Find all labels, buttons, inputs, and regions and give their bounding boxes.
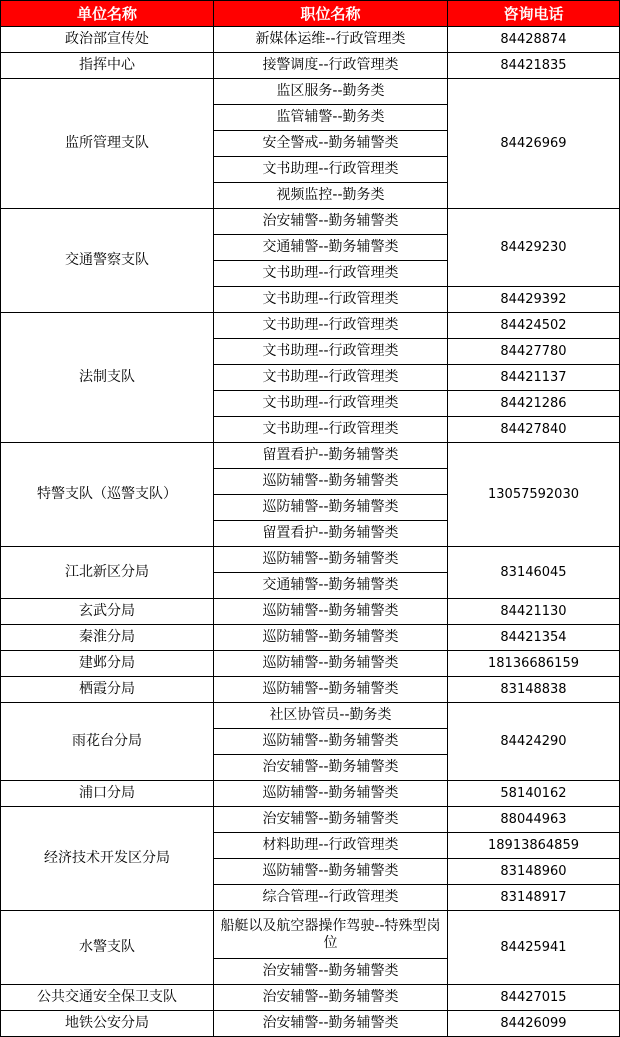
unit-cell: 公共交通安全保卫支队 [1, 985, 214, 1011]
position-cell: 文书助理--行政管理类 [214, 287, 448, 313]
position-cell: 综合管理--行政管理类 [214, 885, 448, 911]
phone-cell: 84421354 [448, 625, 620, 651]
position-cell: 巡防辅警--勤务辅警类 [214, 781, 448, 807]
position-cell: 视频监控--勤务类 [214, 183, 448, 209]
table-row [1, 209, 620, 235]
header-phone: 咨询电话 [448, 1, 620, 27]
unit-cell: 特警支队（巡警支队） [1, 443, 214, 547]
position-cell: 监管辅警--勤务类 [214, 105, 448, 131]
phone-cell: 18913864859 [448, 833, 620, 859]
phone-cell: 84429230 [448, 209, 620, 287]
position-cell: 巡防辅警--勤务辅警类 [214, 469, 448, 495]
unit-cell: 江北新区分局 [1, 547, 214, 599]
position-cell: 安全警戒--勤务辅警类 [214, 131, 448, 157]
table-row [1, 547, 620, 573]
table-row [1, 651, 620, 677]
table-row [1, 703, 620, 729]
unit-cell: 玄武分局 [1, 599, 214, 625]
unit-cell: 政治部宣传处 [1, 27, 214, 53]
position-cell: 文书助理--行政管理类 [214, 261, 448, 287]
position-cell: 文书助理--行政管理类 [214, 313, 448, 339]
unit-cell: 法制支队 [1, 313, 214, 443]
position-cell: 巡防辅警--勤务辅警类 [214, 547, 448, 573]
position-cell: 治安辅警--勤务辅警类 [214, 807, 448, 833]
position-cell: 交通辅警--勤务辅警类 [214, 235, 448, 261]
phone-cell: 58140162 [448, 781, 620, 807]
position-cell: 交通辅警--勤务辅警类 [214, 573, 448, 599]
phone-cell: 84421137 [448, 365, 620, 391]
phone-cell: 83148838 [448, 677, 620, 703]
table-row [1, 781, 620, 807]
unit-cell: 地铁公安分局 [1, 1011, 214, 1037]
unit-cell: 浦口分局 [1, 781, 214, 807]
phone-cell: 84425941 [448, 911, 620, 985]
position-cell: 治安辅警--勤务辅警类 [214, 1011, 448, 1037]
position-cell: 材料助理--行政管理类 [214, 833, 448, 859]
phone-cell: 88044963 [448, 807, 620, 833]
position-cell: 留置看护--勤务辅警类 [214, 521, 448, 547]
phone-cell: 84424290 [448, 703, 620, 781]
table-row [1, 911, 620, 959]
phone-cell: 84427780 [448, 339, 620, 365]
position-cell: 巡防辅警--勤务辅警类 [214, 599, 448, 625]
phone-cell: 83148917 [448, 885, 620, 911]
position-cell: 文书助理--行政管理类 [214, 365, 448, 391]
phone-cell: 84426969 [448, 79, 620, 209]
table-row [1, 807, 620, 833]
phone-cell: 84426099 [448, 1011, 620, 1037]
position-cell: 文书助理--行政管理类 [214, 417, 448, 443]
phone-cell: 84424502 [448, 313, 620, 339]
unit-cell: 水警支队 [1, 911, 214, 985]
table-row [1, 27, 620, 53]
phone-cell: 84421130 [448, 599, 620, 625]
phone-cell: 18136686159 [448, 651, 620, 677]
table-header-row [1, 1, 620, 27]
unit-cell: 栖霞分局 [1, 677, 214, 703]
phone-cell: 84421835 [448, 53, 620, 79]
phone-cell: 13057592030 [448, 443, 620, 547]
position-cell: 文书助理--行政管理类 [214, 339, 448, 365]
position-cell: 治安辅警--勤务辅警类 [214, 755, 448, 781]
position-cell: 新媒体运维--行政管理类 [214, 27, 448, 53]
table-row [1, 53, 620, 79]
position-cell: 接警调度--行政管理类 [214, 53, 448, 79]
position-cell: 治安辅警--勤务辅警类 [214, 959, 448, 985]
position-cell: 船艇以及航空器操作驾驶--特殊型岗位 [214, 911, 448, 959]
position-cell: 巡防辅警--勤务辅警类 [214, 495, 448, 521]
table-row [1, 313, 620, 339]
unit-cell: 指挥中心 [1, 53, 214, 79]
position-cell: 监区服务--勤务类 [214, 79, 448, 105]
phone-cell: 83148960 [448, 859, 620, 885]
position-cell: 巡防辅警--勤务辅警类 [214, 625, 448, 651]
position-cell: 巡防辅警--勤务辅警类 [214, 651, 448, 677]
unit-cell: 经济技术开发区分局 [1, 807, 214, 911]
position-cell: 治安辅警--勤务辅警类 [214, 209, 448, 235]
position-cell: 巡防辅警--勤务辅警类 [214, 677, 448, 703]
phone-cell: 84427015 [448, 985, 620, 1011]
position-cell: 巡防辅警--勤务辅警类 [214, 729, 448, 755]
phone-cell: 84429392 [448, 287, 620, 313]
table-row [1, 1011, 620, 1037]
table-row [1, 443, 620, 469]
phone-cell: 84421286 [448, 391, 620, 417]
unit-cell: 监所管理支队 [1, 79, 214, 209]
phone-cell: 83146045 [448, 547, 620, 599]
unit-cell: 建邺分局 [1, 651, 214, 677]
unit-cell: 交通警察支队 [1, 209, 214, 313]
position-cell: 社区协管员--勤务类 [214, 703, 448, 729]
position-cell: 文书助理--行政管理类 [214, 391, 448, 417]
table-row [1, 985, 620, 1011]
table-row [1, 599, 620, 625]
position-cell: 巡防辅警--勤务辅警类 [214, 859, 448, 885]
position-cell: 治安辅警--勤务辅警类 [214, 985, 448, 1011]
phone-cell: 84428874 [448, 27, 620, 53]
header-position: 职位名称 [214, 1, 448, 27]
unit-cell: 雨花台分局 [1, 703, 214, 781]
unit-cell: 秦淮分局 [1, 625, 214, 651]
table-row [1, 677, 620, 703]
position-cell: 留置看护--勤务辅警类 [214, 443, 448, 469]
table-row [1, 625, 620, 651]
position-cell: 文书助理--行政管理类 [214, 157, 448, 183]
header-unit: 单位名称 [1, 1, 214, 27]
phone-cell: 84427840 [448, 417, 620, 443]
table-row [1, 79, 620, 105]
